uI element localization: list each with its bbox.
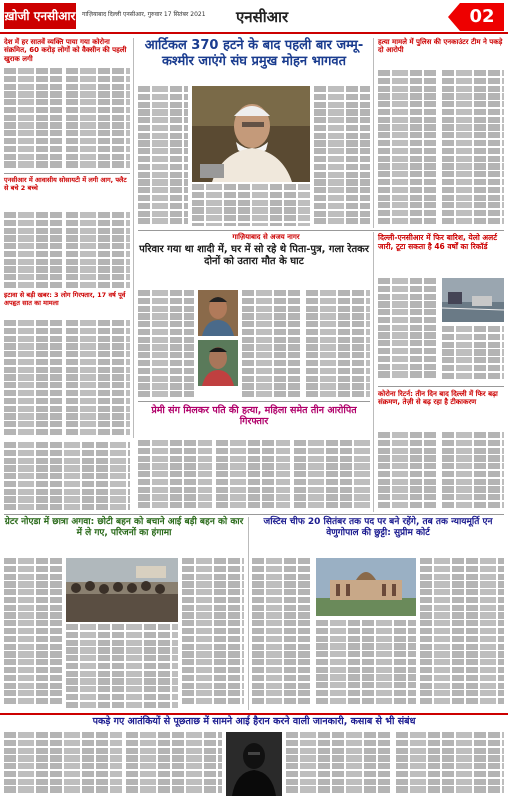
right-mid-body bbox=[378, 278, 438, 382]
court-body-3 bbox=[420, 558, 504, 708]
left-mid2-body bbox=[4, 320, 62, 438]
covid-headline: कोरोना रिटर्न: तीन दिन बाद दिल्ली में फिर बढ़ा संक्रमण, तेज़ी से बढ़ रहा है टीकाकरण bbox=[378, 390, 498, 407]
divider bbox=[4, 514, 504, 515]
lead-headline: आर्टिकल 370 हटने के बाद पहली बार जम्मू-कश्मीर जाएंगे संघ प्रमुख मोहन भागवत bbox=[144, 38, 364, 69]
court-body-2 bbox=[316, 620, 416, 708]
page-number: 02 bbox=[460, 3, 504, 31]
divider bbox=[138, 401, 370, 402]
dateline: गाज़ियाबाद दिल्ली एनसीआर, गुरुवार 17 सितंबर 2021 bbox=[82, 11, 206, 18]
bottom-headline: पकड़े गए आतंकियों से पूछताछ में सामने आई हैरान करने वाली जानकारी, कसाब से भी संबंध bbox=[92, 716, 416, 727]
left-top-body-2 bbox=[66, 68, 130, 170]
noida-body-2 bbox=[182, 558, 244, 708]
love-body-2 bbox=[216, 440, 290, 510]
left-bottom-body bbox=[4, 442, 130, 510]
noida-body bbox=[4, 558, 62, 708]
right-top-body-2 bbox=[442, 70, 504, 226]
column-rule bbox=[373, 232, 374, 512]
victim-photo-1 bbox=[198, 290, 238, 336]
victim-photo-2 bbox=[198, 340, 238, 386]
lead-body-2 bbox=[314, 86, 370, 226]
lead-photo-mohan-bhagwat bbox=[192, 86, 310, 182]
column-rule bbox=[373, 38, 374, 228]
left-mid2-body-2 bbox=[66, 320, 130, 438]
court-headline: जस्टिस चीफ 20 सितंबर तक पद पर बने रहेंगे, तब तक न्यायमूर्ति एन वेणुगोपाल की छुट्टी: सुप्रीम कोर्ट bbox=[263, 517, 493, 538]
protest-photo bbox=[66, 558, 178, 622]
bottom-body bbox=[4, 732, 122, 796]
right-mid-headline: दिल्ली-एनसीआर में फिर बारिश, येलो अलर्ट जारी, टूटा सकता है 46 वर्षों का रिकॉर्ड bbox=[378, 233, 497, 251]
section-title: एनसीआर bbox=[236, 8, 289, 26]
left-mid-body bbox=[4, 212, 62, 290]
love-body bbox=[138, 440, 212, 510]
lead-photo-caption bbox=[192, 184, 310, 226]
noida-headline: ग्रेटर नोएडा में छात्रा अगवा: छोटी बहन को बचाने आई बड़ी बहन को कार में ले गए, परिजनों का हंगामा bbox=[4, 517, 244, 538]
column-rule bbox=[133, 38, 134, 438]
covid-body-2 bbox=[442, 432, 504, 510]
bottom-body-2 bbox=[126, 732, 222, 796]
left-mid2-headline: इटावा से बड़ी खबर: 3 लोग गिरफ्तार, 17 वर्ष पूर्व अपहृत सात का मामला bbox=[4, 291, 126, 307]
middle-kicker: गाज़ियाबाद से अजय नागर bbox=[232, 233, 300, 241]
brand-logo: ख़ोजी एनसीआर bbox=[4, 3, 76, 29]
middle-body bbox=[138, 290, 194, 398]
love-headline: प्रेमी संग मिलकर पति की हत्या, महिला समेत तीन आरोपित गिरफ्तार bbox=[151, 405, 357, 428]
noida-photo-caption bbox=[66, 624, 178, 708]
masthead bbox=[0, 0, 508, 34]
supreme-court-photo bbox=[316, 558, 416, 616]
divider bbox=[4, 173, 130, 174]
middle-headline: परिवार गया था शादी में, घर में सो रहे थे पिता-पुत्र, गला रेतकर दोनों को उतारा मौत के घाट bbox=[139, 244, 369, 267]
left-top-headline: देश में हर सातवें व्यक्ति पाया गया कोरोना संक्रमित, 60 करोड़ लोगों को वैक्सीन की पहली खुराक लगी bbox=[4, 38, 127, 63]
left-mid-body-2 bbox=[66, 212, 130, 290]
column-rule bbox=[248, 517, 249, 710]
bottom-body-4 bbox=[396, 732, 504, 796]
love-body-3 bbox=[294, 440, 370, 510]
middle-body-2 bbox=[242, 290, 302, 398]
left-mid-headline: एनसीआर में आवासीय सोसायटी में लगी आग, फ्लैट से बचे 2 बच्चे bbox=[4, 176, 127, 192]
right-mid-body-2 bbox=[442, 326, 504, 382]
bottom-body-3 bbox=[286, 732, 392, 796]
middle-body-3 bbox=[306, 290, 370, 398]
covid-body bbox=[378, 432, 438, 510]
right-top-headline: हत्या मामले में पुलिस की एनकाउंटर टीम ने पकड़े दो आरोपी bbox=[378, 38, 503, 55]
left-top-body bbox=[4, 68, 62, 170]
court-body bbox=[252, 558, 312, 708]
divider bbox=[138, 230, 504, 231]
lead-body bbox=[138, 86, 188, 226]
divider bbox=[378, 386, 504, 387]
terrorist-silhouette-photo bbox=[226, 732, 282, 796]
right-top-body bbox=[378, 70, 438, 226]
rain-photo bbox=[442, 278, 504, 322]
